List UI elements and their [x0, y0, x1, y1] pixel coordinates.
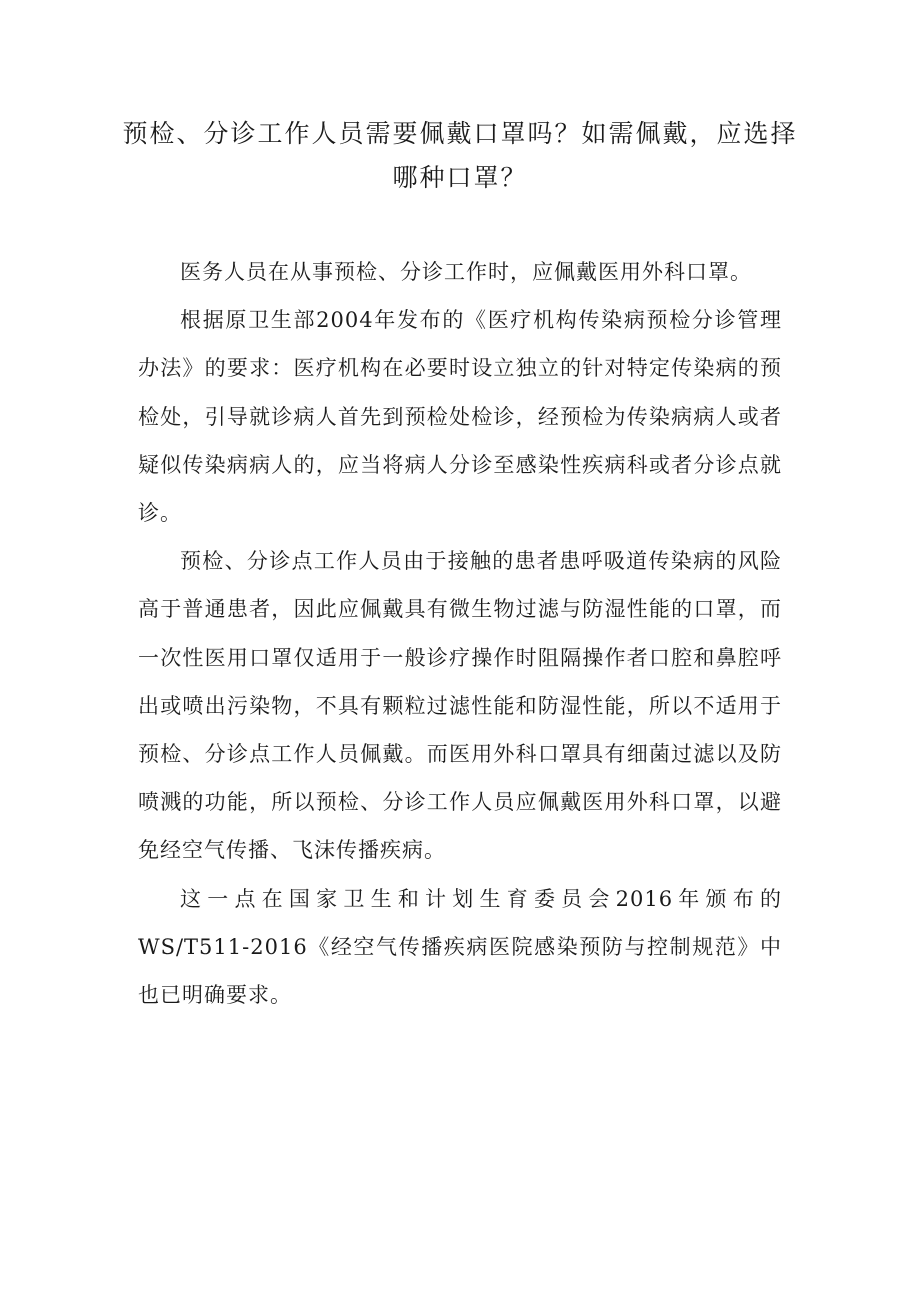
document-body [138, 248, 782, 1019]
paragraph-summary: 医务人员在从事预检、分诊工作时，应佩戴医用外科口罩。 [180, 260, 752, 284]
paragraph-standard: 这一点在国家卫生和计划生育委员会2016年颁布的WS/T511-2016《经空气传播疾病医院感染预防与控制规范》中也已明确要求。 [138, 886, 782, 1008]
document-title: 预检、分诊工作人员需要佩戴口罩吗？如需佩戴，应选择哪种口罩？ [122, 119, 798, 192]
paragraph-regulation: 根据原卫生部2004年发布的《医疗机构传染病预检分诊管理办法》的要求：医疗机构在必要时设立独立的针对特定传染病的预检处，引导就诊病人首先到预检处检诊，经预检为传染病病人或者疑似传染病病人的，应当将病人分诊至感染性疾病科或者分诊点就诊。 [138, 308, 782, 526]
paragraph-mask-explanation: 预检、分诊点工作人员由于接触的患者患呼吸道传染病的风险高于普通患者，因此应佩戴具有微生物过滤与防湿性能的口罩，而一次性医用口罩仅适用于一般诊疗操作时阻隔操作者口腔和鼻腔呼出或喷出污染物，不具有颗粒过滤性能和防湿性能，所以不适用于预检、分诊点工作人员佩戴。而医用外科口罩具有细菌过滤以及防喷溅的功能，所以预检、分诊工作人员应佩戴医用外科口罩，以避免经空气传播、飞沫传播疾病。 [138, 549, 782, 863]
